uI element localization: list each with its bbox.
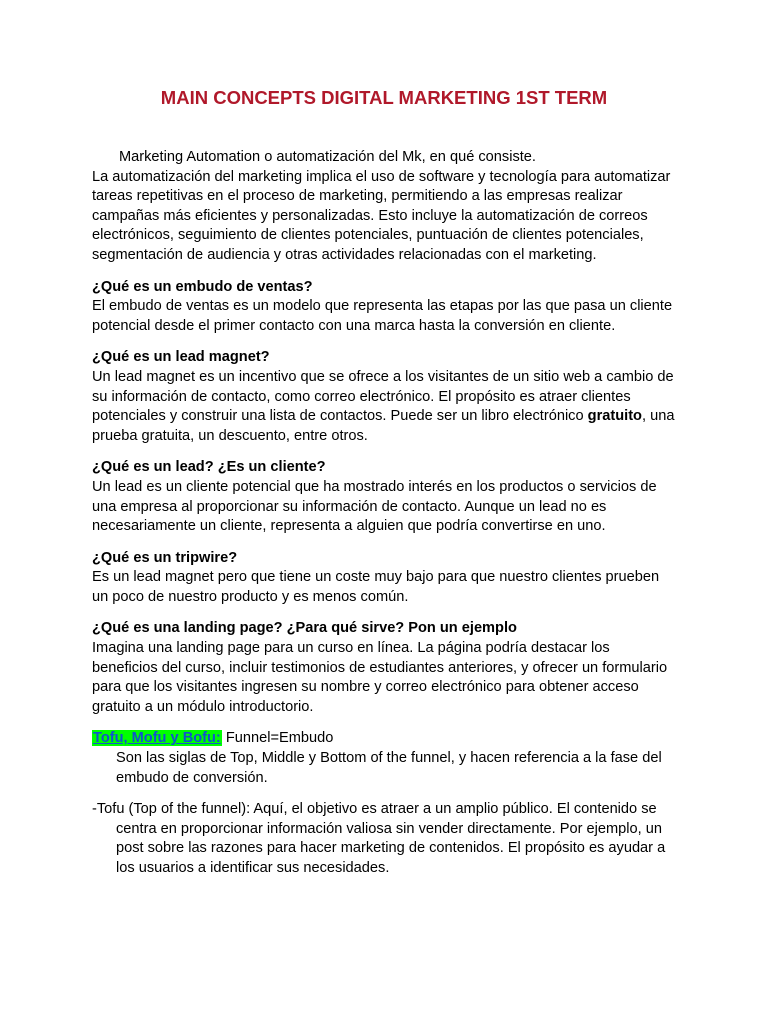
- question-heading: ¿Qué es un lead? ¿Es un cliente?: [92, 459, 326, 476]
- answer-text-part: Un lead magnet es un incentivo que se ofrece a los visitantes de un sitio web a cambio de su información de contacto, como correo electrónico. El propósito es atraer clientes potenciales y construir una lista de contactos. Puede ser un libro electrónico: [92, 368, 674, 425]
- question-heading: ¿Qué es un embudo de ventas?: [92, 278, 313, 295]
- question-heading: ¿Qué es un tripwire?: [92, 549, 238, 566]
- answer-text: Es un lead magnet pero que tiene un coste muy bajo para que nuestro clientes prueben un poco de nuestro producto y es menos común.: [92, 569, 660, 605]
- answer-bold-word: gratuito: [587, 408, 642, 425]
- answer-text: Un lead es un cliente potencial que ha mostrado interés en los productos o servicios de una empresa al proporcionar su información de contacto. Aunque un lead no es necesariamente un cliente, representa a alguien que podría convertirse en uno.: [92, 478, 657, 535]
- page-title: MAIN CONCEPTS DIGITAL MARKETING 1ST TERM: [160, 87, 608, 108]
- funnel-description: Son las siglas de Top, Middle y Bottom of the funnel, y hacen referencia a la fase del embudo de conversión.: [116, 750, 662, 786]
- tofu-text: -Tofu (Top of the funnel): Aquí, el objetivo es atraer a un amplio público. El contenido se centra en proporcionar información valiosa sin vender directamente. Por ejemplo, un post sobre las razones para hacer marketing de contenidos. El propósito es ayudar a los usuarios a identificar sus necesidades.: [92, 801, 666, 876]
- document-body: [92, 148, 678, 891]
- intro-heading: Marketing Automation o automatización del Mk, en qué consiste.: [119, 149, 536, 165]
- funnel-label: Funnel=Embudo: [221, 730, 334, 747]
- answer-text-part: , una prueba gratuita, un descuento, entre otros.: [92, 408, 675, 444]
- section-tripwire: [92, 549, 678, 608]
- funnel-highlight-link[interactable]: Tofu, Mofu y Bofu:: [93, 730, 221, 747]
- section-landing-page: [92, 619, 678, 717]
- answer-text: El embudo de ventas es un modelo que representa las etapas por las que pasa un cliente potencial desde el primer contacto con una marca hasta la conversión en cliente.: [92, 298, 673, 334]
- section-lead: [92, 458, 678, 536]
- intro-section: [92, 148, 678, 266]
- section-funnel: [92, 729, 678, 788]
- answer-text: Imagina una landing page para un curso en línea. La página podría destacar los beneficios del curso, incluir testimonios de estudiantes anteriores, y ofrecer un formulario para que los visitantes ingresen su nombre y correo electrónico para obtener acceso gratuito a un módulo introductorio.: [92, 640, 668, 715]
- answer-text: [92, 368, 678, 446]
- intro-body: La automatización del marketing implica el uso de software y tecnología para automatizar tareas repetitivas en el proceso de marketing, permitiendo a las empresas realizar campañas más eficientes y personalizadas. Esto incluye la automatización de correos electrónicos, seguimiento de clientes potenciales, puntuación de clientes potenciales, segmentación de audiencia y otras actividades relacionadas con el marketing.: [92, 168, 671, 263]
- question-heading: ¿Qué es una landing page? ¿Para qué sirve? Pon un ejemplo: [92, 620, 517, 637]
- question-heading: ¿Qué es un lead magnet?: [92, 349, 270, 366]
- section-sales-funnel: [92, 278, 678, 337]
- funnel-heading: [92, 729, 678, 749]
- section-tofu: [92, 800, 678, 878]
- section-lead-magnet: [92, 348, 678, 446]
